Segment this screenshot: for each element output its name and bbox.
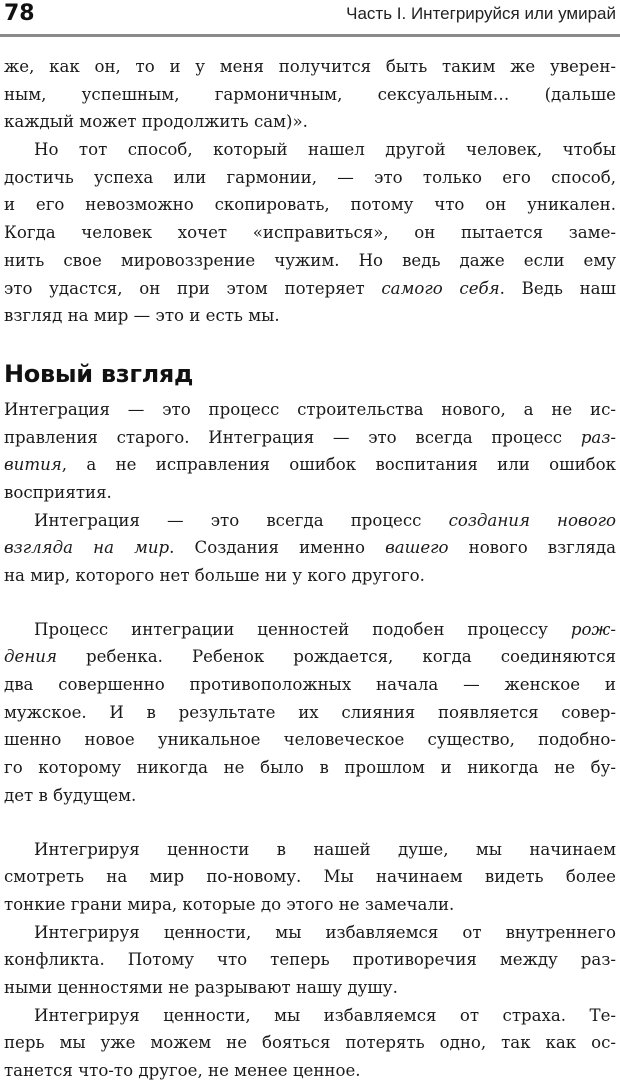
- paragraph-4: [4, 507, 616, 590]
- text-line: взгляд на мир — это и есть мы.: [4, 306, 280, 326]
- text-line: танется что-то другое, не менее ценное.: [4, 1061, 361, 1080]
- text-line: два совершенно противоположных начала — женское и: [4, 675, 616, 695]
- emphasis-run: вашего: [385, 538, 449, 558]
- text-line: достичь успеха или гармонии, — это только его способ,: [4, 167, 616, 187]
- text-line: тонкие грани мира, которые до этого не замечали.: [4, 894, 455, 914]
- page-body: [4, 53, 616, 1085]
- emphasis-run: раз-: [580, 427, 616, 447]
- paragraph-2: [4, 136, 616, 330]
- text-line: и его невозможно скопировать, потому что он уникален.: [4, 195, 616, 215]
- emphasis-run: взгляда на мир: [4, 538, 170, 558]
- emphasis-run: самого себя: [381, 278, 500, 298]
- text-line: [4, 424, 616, 452]
- text-line: перь мы уже можем не бояться потерять одно, так как ос-: [4, 1033, 616, 1053]
- section-heading: Новый взгляд: [4, 359, 194, 388]
- paragraph-5: [4, 616, 616, 810]
- text-run: . Создания именно: [169, 538, 386, 558]
- paragraph-1: [4, 53, 616, 136]
- text-line: на мир, которого нет больше ни у кого другого.: [4, 566, 425, 585]
- text-run: , а не исправления ошибок воспитания или ошибок: [61, 455, 616, 475]
- text-line: [4, 534, 616, 562]
- text-line: Когда человек хочет «исправиться», он пытается заме-: [4, 223, 616, 243]
- text-run: Процесс интеграции ценностей подобен процессу: [34, 619, 571, 639]
- text-run: нового взгляда: [448, 538, 616, 558]
- section-gap: [4, 330, 616, 358]
- text-line: Интегрируя ценности, мы избавляемся от внутреннего: [34, 922, 616, 942]
- paragraph-8: [4, 1002, 616, 1085]
- text-line: Интеграция — это процесс строительства нового, а не ис-: [4, 399, 616, 419]
- text-line: восприятия.: [4, 482, 112, 502]
- emphasis-run: вития: [4, 455, 62, 475]
- text-line: же, как он, то и у меня получится быть таким же уверен-: [4, 57, 616, 76]
- page-number: 78: [4, 1, 35, 26]
- text-line: ными ценностями не разрывают нашу душу.: [4, 977, 398, 997]
- running-head: Часть I. Интегрируйся или умирай: [346, 4, 616, 23]
- text-line: [4, 616, 616, 644]
- text-line: нить свое мировоззрение чужим. Но ведь даже если ему: [4, 250, 616, 270]
- text-run: правления старого. Интеграция — это всегда процесс: [4, 427, 581, 447]
- text-run: . Ведь наш: [499, 278, 616, 298]
- paragraph-7: [4, 919, 616, 1002]
- text-line: шенно новое уникальное человеческое существо, подобно-: [4, 730, 616, 750]
- paragraph-3: [4, 396, 616, 507]
- text-line: Но тот способ, который нашел другой человек, чтобы: [34, 140, 616, 160]
- text-line: каждый может продолжить сам)».: [4, 112, 308, 132]
- text-line: го которому никогда не было в прошлом и никогда не бу-: [4, 758, 616, 778]
- text-line: [4, 643, 616, 671]
- emphasis-run: дения: [4, 647, 57, 667]
- text-line: дет в будущем.: [4, 785, 137, 805]
- text-run: ребенка. Ребенок рождается, когда соединяются: [56, 647, 616, 667]
- page-header: [0, 0, 620, 40]
- paragraph-gap: [4, 590, 616, 616]
- text-line: смотреть на мир по-новому. Мы начинаем видеть более: [4, 867, 616, 887]
- text-line: Интегрируя ценности в нашей душе, мы начинаем: [34, 839, 616, 859]
- text-line: Интегрируя ценности, мы избавляемся от страха. Те-: [34, 1005, 616, 1025]
- text-line: конфликта. Потому что теперь противоречия между раз-: [4, 950, 616, 970]
- header-rule: [0, 34, 620, 37]
- emphasis-run: рож-: [570, 619, 616, 639]
- paragraph-gap: [4, 810, 616, 836]
- text-line: мужское. И в результате их слияния появляется совер-: [4, 702, 616, 722]
- text-line: [4, 507, 616, 535]
- text-run: Интеграция — это всегда процесс: [34, 510, 449, 530]
- text-line: [4, 275, 616, 303]
- paragraph-6: [4, 836, 616, 919]
- text-run: это удастся, он при этом потеряет: [4, 278, 382, 298]
- emphasis-run: создания нового: [448, 510, 616, 530]
- text-line: ным, успешным, гармоничным, сексуальным… (дальше: [4, 84, 616, 104]
- text-line: [4, 451, 616, 479]
